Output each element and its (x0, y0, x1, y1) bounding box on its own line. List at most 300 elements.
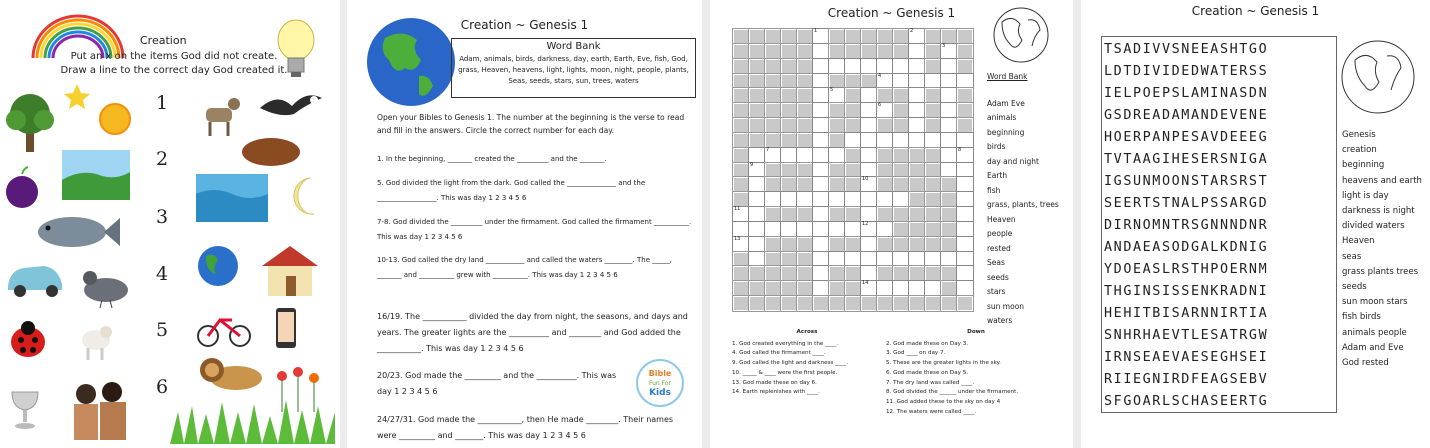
crossword-answer-cell[interactable] (781, 192, 797, 207)
crossword-answer-cell[interactable] (781, 222, 797, 237)
crossword-answer-cell[interactable] (813, 74, 829, 89)
crossword-answer-cell[interactable] (829, 252, 845, 267)
clue-number: 1 (814, 28, 818, 34)
crossword-answer-cell[interactable] (957, 266, 973, 281)
word-bank-item: birds (987, 142, 1006, 151)
letter-row: HOERPANPESAVDEEEG (1104, 130, 1269, 145)
word-bank-item: Earth (987, 171, 1008, 180)
crossword-answer-cell[interactable] (877, 103, 893, 118)
clue-number: 7 (766, 146, 770, 153)
crossword-answer-cell[interactable] (893, 281, 909, 296)
crossword-answer-cell[interactable] (813, 237, 829, 252)
clue-number: 4 (878, 72, 882, 79)
crossword-blocked-cell (749, 29, 765, 44)
crossword-blocked-cell (749, 74, 765, 89)
crossword-blocked-cell (829, 296, 845, 311)
crossword-answer-cell[interactable] (941, 44, 957, 59)
crossword-blocked-cell (797, 29, 813, 44)
crossword-answer-cell[interactable] (733, 207, 749, 222)
crossword-answer-cell[interactable] (957, 237, 973, 252)
crossword-answer-cell[interactable] (861, 148, 877, 163)
crossword-blocked-cell (957, 29, 973, 44)
goblet-picture (8, 388, 42, 432)
sun-picture (94, 98, 136, 140)
word-list-item: Heaven (1342, 236, 1375, 247)
crossword-answer-cell[interactable] (957, 163, 973, 178)
word-bank-item: rested (987, 243, 1011, 253)
crossword-answer-cell[interactable] (925, 252, 941, 267)
crossword-answer-cell[interactable] (877, 74, 893, 89)
crossword-blocked-cell (909, 163, 925, 178)
crossword-blocked-cell (925, 148, 941, 163)
instruction-line: Put an x on the items God did not create. (70, 51, 278, 62)
crossword-answer-cell[interactable] (909, 44, 925, 59)
crossword-blocked-cell (733, 281, 749, 296)
word-bank-item: fish (987, 185, 1001, 195)
crossword-blocked-cell (925, 59, 941, 74)
crossword-blocked-cell (893, 118, 909, 133)
crossword-answer-cell[interactable] (941, 148, 957, 163)
crossword-answer-cell[interactable] (861, 237, 877, 252)
crossword-blocked-cell (941, 296, 957, 311)
crossword-blocked-cell (925, 29, 941, 44)
goat-picture (200, 92, 242, 138)
crossword-answer-cell[interactable] (957, 133, 973, 148)
crossword-blocked-cell (781, 74, 797, 89)
word-list-item: God rested (1342, 358, 1389, 369)
word-bank-item: day and night (987, 156, 1039, 166)
crossword-blocked-cell (797, 281, 813, 296)
crossword-blocked-cell (765, 237, 781, 252)
crossword-answer-cell[interactable] (813, 207, 829, 222)
crossword-answer-cell[interactable] (877, 133, 893, 148)
crossword-answer-cell[interactable] (941, 59, 957, 74)
crossword-answer-cell[interactable] (861, 207, 877, 222)
word-list-item: Adam and Eve (1342, 342, 1404, 353)
crossword-answer-cell[interactable] (893, 59, 909, 74)
crossword-answer-cell[interactable] (941, 88, 957, 103)
clue: 8. God divided the ______ under the firmament. (886, 389, 1019, 396)
crossword-answer-cell[interactable] (941, 103, 957, 118)
instructions (44, 50, 304, 78)
clue: 7. The dry land was called ____. (886, 379, 975, 386)
crossword-blocked-cell (829, 237, 845, 252)
crossword-answer-cell[interactable] (797, 192, 813, 207)
crossword-answer-cell[interactable] (957, 177, 973, 192)
crossword-answer-cell[interactable] (829, 148, 845, 163)
crossword-answer-cell[interactable] (781, 148, 797, 163)
letter-row: TVTAAGIHESERSNIGA (1104, 152, 1269, 167)
crossword-answer-cell[interactable] (861, 88, 877, 103)
crossword-blocked-cell (925, 88, 941, 103)
page-title: Creation ~ Genesis 1 (827, 6, 956, 20)
crossword-blocked-cell (893, 237, 909, 252)
crossword-answer-cell[interactable] (797, 148, 813, 163)
word-list-item: animals people (1342, 327, 1407, 338)
crossword-answer-cell[interactable] (829, 222, 845, 237)
crossword-blocked-cell (941, 207, 957, 222)
crossword-blocked-cell (829, 266, 845, 281)
letter-row: IGSUNMOONSTARSRST (1104, 174, 1269, 189)
star-picture (62, 82, 92, 110)
word-bank-words: Adam, animals, birds, darkness, day, earth, Earth, Eve, fish, God, grass, Heaven, heavens, light, lights, moon, night, people, plants, Seas, seeds, stars, sun, trees, waters (458, 55, 689, 85)
crossword-answer-cell[interactable] (813, 29, 829, 44)
word-list-item: darkness is night (1342, 206, 1415, 217)
crossword-answer-cell[interactable] (957, 252, 973, 267)
crossword-blocked-cell (765, 252, 781, 267)
ladybug-picture (6, 318, 50, 360)
word-list-item: fish birds (1342, 312, 1381, 323)
letter-row: SEERTSTNALPSSARGD (1104, 196, 1269, 211)
crossword-answer-cell[interactable] (893, 192, 909, 207)
letter-row: SNHRHAEVTLESATRGW (1104, 328, 1269, 343)
crossword-answer-cell[interactable] (829, 59, 845, 74)
crossword-answer-cell[interactable] (957, 148, 973, 163)
clue: 1. God created everything in the ____. (732, 340, 839, 347)
crossword-blocked-cell (765, 163, 781, 178)
crossword-blocked-cell (877, 148, 893, 163)
crossword-blocked-cell (909, 266, 925, 281)
crossword-answer-cell[interactable] (749, 163, 765, 178)
crossword-answer-cell[interactable] (813, 44, 829, 59)
lamb-picture (76, 318, 116, 362)
crossword-answer-cell[interactable] (861, 266, 877, 281)
crossword-blocked-cell (781, 133, 797, 148)
crossword-answer-cell[interactable] (909, 281, 925, 296)
clue-number: 9 (750, 161, 754, 168)
crossword-blocked-cell (765, 133, 781, 148)
crossword-answer-cell[interactable] (813, 88, 829, 103)
crossword-answer-cell[interactable] (925, 133, 941, 148)
crossword-blocked-cell (765, 74, 781, 89)
crossword-blocked-cell (957, 59, 973, 74)
crossword-answer-cell[interactable] (845, 59, 861, 74)
crossword-answer-cell[interactable] (861, 252, 877, 267)
crossword-answer-cell[interactable] (845, 133, 861, 148)
crossword-blocked-cell (941, 281, 957, 296)
crossword-blocked-cell (733, 88, 749, 103)
crossword-blocked-cell (749, 133, 765, 148)
question: 20/23. God made the _________ and the __________. This was day 1 2 3 4 5 6 (377, 371, 617, 396)
crossword-blocked-cell (925, 44, 941, 59)
crossword-blocked-cell (781, 29, 797, 44)
crossword-answer-cell[interactable] (813, 148, 829, 163)
crossword-answer-cell[interactable] (813, 103, 829, 118)
crossword-blocked-cell (765, 44, 781, 59)
crossword-blocked-cell (765, 59, 781, 74)
crossword-answer-cell[interactable] (813, 118, 829, 133)
crossword-blocked-cell (797, 266, 813, 281)
crossword-blocked-cell (957, 296, 973, 311)
crossword-blocked-cell (861, 44, 877, 59)
crossword-blocked-cell (941, 29, 957, 44)
crossword-blocked-cell (781, 237, 797, 252)
letter-row: LDTDIVIDEDWATERSS (1104, 64, 1269, 79)
crossword-answer-cell[interactable] (829, 88, 845, 103)
clue: 4. God called the firmament ____. (732, 350, 826, 357)
crossword-answer-cell[interactable] (941, 133, 957, 148)
crossword-blocked-cell (893, 222, 909, 237)
crossword-answer-cell[interactable] (813, 252, 829, 267)
crossword-answer-cell[interactable] (813, 59, 829, 74)
clue-number: 6 (878, 102, 882, 109)
crossword-answer-cell[interactable] (813, 222, 829, 237)
clue-number: 13 (734, 235, 741, 242)
fish-picture (30, 208, 122, 254)
land-picture (62, 150, 130, 200)
word-bank-title: Word Bank (546, 41, 601, 52)
crossword-blocked-cell (877, 177, 893, 192)
crossword-blocked-cell (861, 74, 877, 89)
crossword-blocked-cell (829, 118, 845, 133)
clue: 11. God added these to the sky on day 4 (886, 398, 1001, 405)
clue: 13. God made these on day 6. (732, 379, 817, 386)
crossword-answer-cell[interactable] (749, 148, 765, 163)
crossword-blocked-cell (797, 177, 813, 192)
crossword-answer-cell[interactable] (957, 74, 973, 89)
crossword-blocked-cell (765, 177, 781, 192)
crossword-answer-cell[interactable] (909, 118, 925, 133)
crossword-answer-cell[interactable] (749, 177, 765, 192)
crossword-answer-cell[interactable] (877, 192, 893, 207)
day-number: 6 (156, 376, 169, 398)
clue-number: 3 (942, 42, 946, 49)
crossword-answer-cell[interactable] (957, 192, 973, 207)
crossword-answer-cell[interactable] (749, 252, 765, 267)
crossword-blocked-cell (797, 207, 813, 222)
question: 1. In the beginning, _______ created the _________ and the _______. (377, 155, 607, 163)
car-picture (4, 256, 66, 300)
word-bank-title: Word Bank (987, 72, 1028, 81)
crossword-answer-cell[interactable] (765, 192, 781, 207)
crossword-blocked-cell (845, 148, 861, 163)
crossword-blocked-cell (765, 266, 781, 281)
tree-picture (4, 92, 56, 154)
plum-picture (4, 166, 40, 210)
bread-picture (240, 134, 302, 168)
crossword-answer-cell[interactable] (909, 29, 925, 44)
crossword-blocked-cell (733, 296, 749, 311)
crossword-blocked-cell (925, 192, 941, 207)
word-list-item: Genesis (1342, 130, 1376, 140)
word-bank-item: beginning (987, 127, 1025, 137)
crossword-answer-cell[interactable] (813, 192, 829, 207)
crossword-blocked-cell (781, 118, 797, 133)
crossword-blocked-cell (781, 163, 797, 178)
crossword-blocked-cell (877, 207, 893, 222)
crossword-blocked-cell (893, 148, 909, 163)
word-list-item: seas (1342, 251, 1362, 262)
down-heading: Down (967, 329, 985, 335)
word-bank-item: Seas (987, 258, 1005, 267)
crossword-answer-cell[interactable] (861, 163, 877, 178)
crossword-blocked-cell (909, 148, 925, 163)
crossword-blocked-cell (733, 148, 749, 163)
crossword-blocked-cell (781, 44, 797, 59)
crossword-blocked-cell (877, 296, 893, 311)
crossword-blocked-cell (909, 222, 925, 237)
crossword-blocked-cell (829, 207, 845, 222)
crossword-answer-cell[interactable] (861, 281, 877, 296)
crossword-blocked-cell (749, 103, 765, 118)
crossword-blocked-cell (909, 237, 925, 252)
word-bank-list (987, 70, 1059, 329)
letter-row: SFGOARLSCHASEERTG (1104, 394, 1269, 409)
world-outline-picture (988, 6, 1054, 64)
question: 7-8. God divided the _________ under the firmament. God called the firmament __________. This was day 1 2 3 4 5 6 (377, 218, 692, 241)
crossword-answer-cell[interactable] (925, 74, 941, 89)
crossword-blocked-cell (765, 29, 781, 44)
crossword-answer-cell[interactable] (845, 252, 861, 267)
crossword-blocked-cell (877, 44, 893, 59)
crossword-answer-cell[interactable] (957, 222, 973, 237)
crossword-blocked-cell (957, 88, 973, 103)
crossword-answer-cell[interactable] (861, 133, 877, 148)
word-list-item: light is day (1342, 190, 1389, 201)
clue: 14. Earth replenishes with ____. (732, 389, 820, 396)
crossword-blocked-cell (925, 103, 941, 118)
crossword-blocked-cell (925, 163, 941, 178)
crossword-answer-cell[interactable] (813, 163, 829, 178)
crossword-answer-cell[interactable] (749, 192, 765, 207)
crossword-blocked-cell (797, 88, 813, 103)
crossword-blocked-cell (845, 237, 861, 252)
crossword-answer-cell[interactable] (749, 207, 765, 222)
bicycle-picture (196, 306, 252, 350)
crossword-answer-cell[interactable] (941, 74, 957, 89)
crossword-blocked-cell (829, 103, 845, 118)
crossword-answer-cell[interactable] (813, 177, 829, 192)
crossword-answer-cell[interactable] (909, 88, 925, 103)
crossword-blocked-cell (925, 118, 941, 133)
crossword-answer-cell[interactable] (749, 222, 765, 237)
crossword-answer-cell[interactable] (941, 163, 957, 178)
crossword-blocked-cell (797, 74, 813, 89)
crossword-blocked-cell (925, 222, 941, 237)
crossword-answer-cell[interactable] (749, 237, 765, 252)
crossword-answer-cell[interactable] (845, 192, 861, 207)
crossword-answer-cell[interactable] (909, 103, 925, 118)
crossword-blocked-cell (733, 192, 749, 207)
crossword-answer-cell[interactable] (909, 252, 925, 267)
instructions: Open your Bibles to Genesis 1. The number at the beginning is the verse to read and fill in the answers. Circle the correct number for each day. (377, 113, 685, 135)
crossword-answer-cell[interactable] (733, 222, 749, 237)
crossword-blocked-cell (733, 133, 749, 148)
crossword-blocked-cell (845, 296, 861, 311)
crossword-blocked-cell (941, 177, 957, 192)
crossword-blocked-cell (797, 103, 813, 118)
crossword-answer-cell[interactable] (877, 252, 893, 267)
crossword-blocked-cell (733, 59, 749, 74)
crossword-answer-cell[interactable] (765, 148, 781, 163)
clue-number: 12 (862, 220, 869, 227)
crossword-answer-cell[interactable] (861, 59, 877, 74)
crossword-answer-cell[interactable] (877, 59, 893, 74)
crossword-blocked-cell (909, 207, 925, 222)
clue-number: 2 (910, 28, 914, 34)
crossword-blocked-cell (749, 281, 765, 296)
crossword-answer-cell[interactable] (893, 133, 909, 148)
crossword-answer-cell[interactable] (861, 222, 877, 237)
crossword-blocked-cell (941, 192, 957, 207)
letter-row: THGINSISSENKRADNI (1104, 284, 1269, 299)
crossword-blocked-cell (797, 118, 813, 133)
bible-fun-for-kids-logo (635, 358, 685, 408)
crossword-blocked-cell (893, 88, 909, 103)
day-number: 2 (156, 148, 169, 170)
crossword-answer-cell[interactable] (861, 192, 877, 207)
crossword-blocked-cell (749, 88, 765, 103)
crossword-answer-cell[interactable] (861, 103, 877, 118)
word-list-item: grass plants trees (1342, 266, 1419, 277)
crossword-answer-cell[interactable] (909, 133, 925, 148)
crossword-answer-cell[interactable] (941, 118, 957, 133)
crossword-blocked-cell (781, 207, 797, 222)
crossword-answer-cell[interactable] (957, 281, 973, 296)
crossword-blocked-cell (733, 103, 749, 118)
clue-number: 10 (862, 176, 869, 183)
across-clues (732, 328, 882, 398)
light-bulb-picture (272, 18, 322, 80)
page-title: Creation ~ Genesis 1 (460, 18, 589, 32)
crossword-answer-cell[interactable] (813, 281, 829, 296)
crossword-blocked-cell (749, 296, 765, 311)
crossword-blocked-cell (781, 59, 797, 74)
crossword-answer-cell[interactable] (877, 222, 893, 237)
crossword-answer-cell[interactable] (813, 266, 829, 281)
word-bank-item: Adam Eve (987, 98, 1025, 108)
crossword-blocked-cell (845, 177, 861, 192)
crossword-answer-cell[interactable] (765, 222, 781, 237)
letter-row: IELPOEPSLAMINASDN (1104, 86, 1269, 101)
crossword-answer-cell[interactable] (845, 222, 861, 237)
crossword-answer-cell[interactable] (733, 237, 749, 252)
crossword-answer-cell[interactable] (877, 281, 893, 296)
crossword-answer-cell[interactable] (813, 133, 829, 148)
word-bank-box (451, 38, 696, 98)
crossword-answer-cell[interactable] (925, 281, 941, 296)
crossword-answer-cell[interactable] (797, 222, 813, 237)
crossword-blocked-cell (893, 163, 909, 178)
crossword-answer-cell[interactable] (861, 118, 877, 133)
crossword-answer-cell[interactable] (893, 74, 909, 89)
crossword-answer-cell[interactable] (909, 74, 925, 89)
letter-row: IRNSEAEVAESEGHSEI (1104, 350, 1269, 365)
crossword-answer-cell[interactable] (957, 207, 973, 222)
crossword-answer-cell[interactable] (829, 192, 845, 207)
day-number: 4 (156, 263, 169, 285)
letter-row: RIIEGNIRDFEAGSEBV (1104, 372, 1269, 387)
clue-number: 5 (830, 87, 834, 94)
word-list-item: creation (1342, 145, 1377, 156)
water-picture (196, 174, 268, 222)
crossword-answer-cell[interactable] (909, 59, 925, 74)
crossword-blocked-cell (893, 266, 909, 281)
crossword-blocked-cell (797, 296, 813, 311)
crossword-blocked-cell (749, 44, 765, 59)
crossword-answer-cell[interactable] (941, 252, 957, 267)
clue: 3. God ____ on day 7. (886, 350, 946, 357)
crossword-answer-cell[interactable] (893, 252, 909, 267)
word-list-item: heavens and earth (1342, 175, 1422, 186)
crossword-blocked-cell (765, 118, 781, 133)
word-bank-item: people (987, 229, 1013, 238)
house-picture (258, 242, 322, 298)
crossword-answer-cell[interactable] (861, 177, 877, 192)
word-search-grid (1101, 36, 1337, 413)
crossword-blocked-cell (733, 44, 749, 59)
crossword-blocked-cell (845, 281, 861, 296)
